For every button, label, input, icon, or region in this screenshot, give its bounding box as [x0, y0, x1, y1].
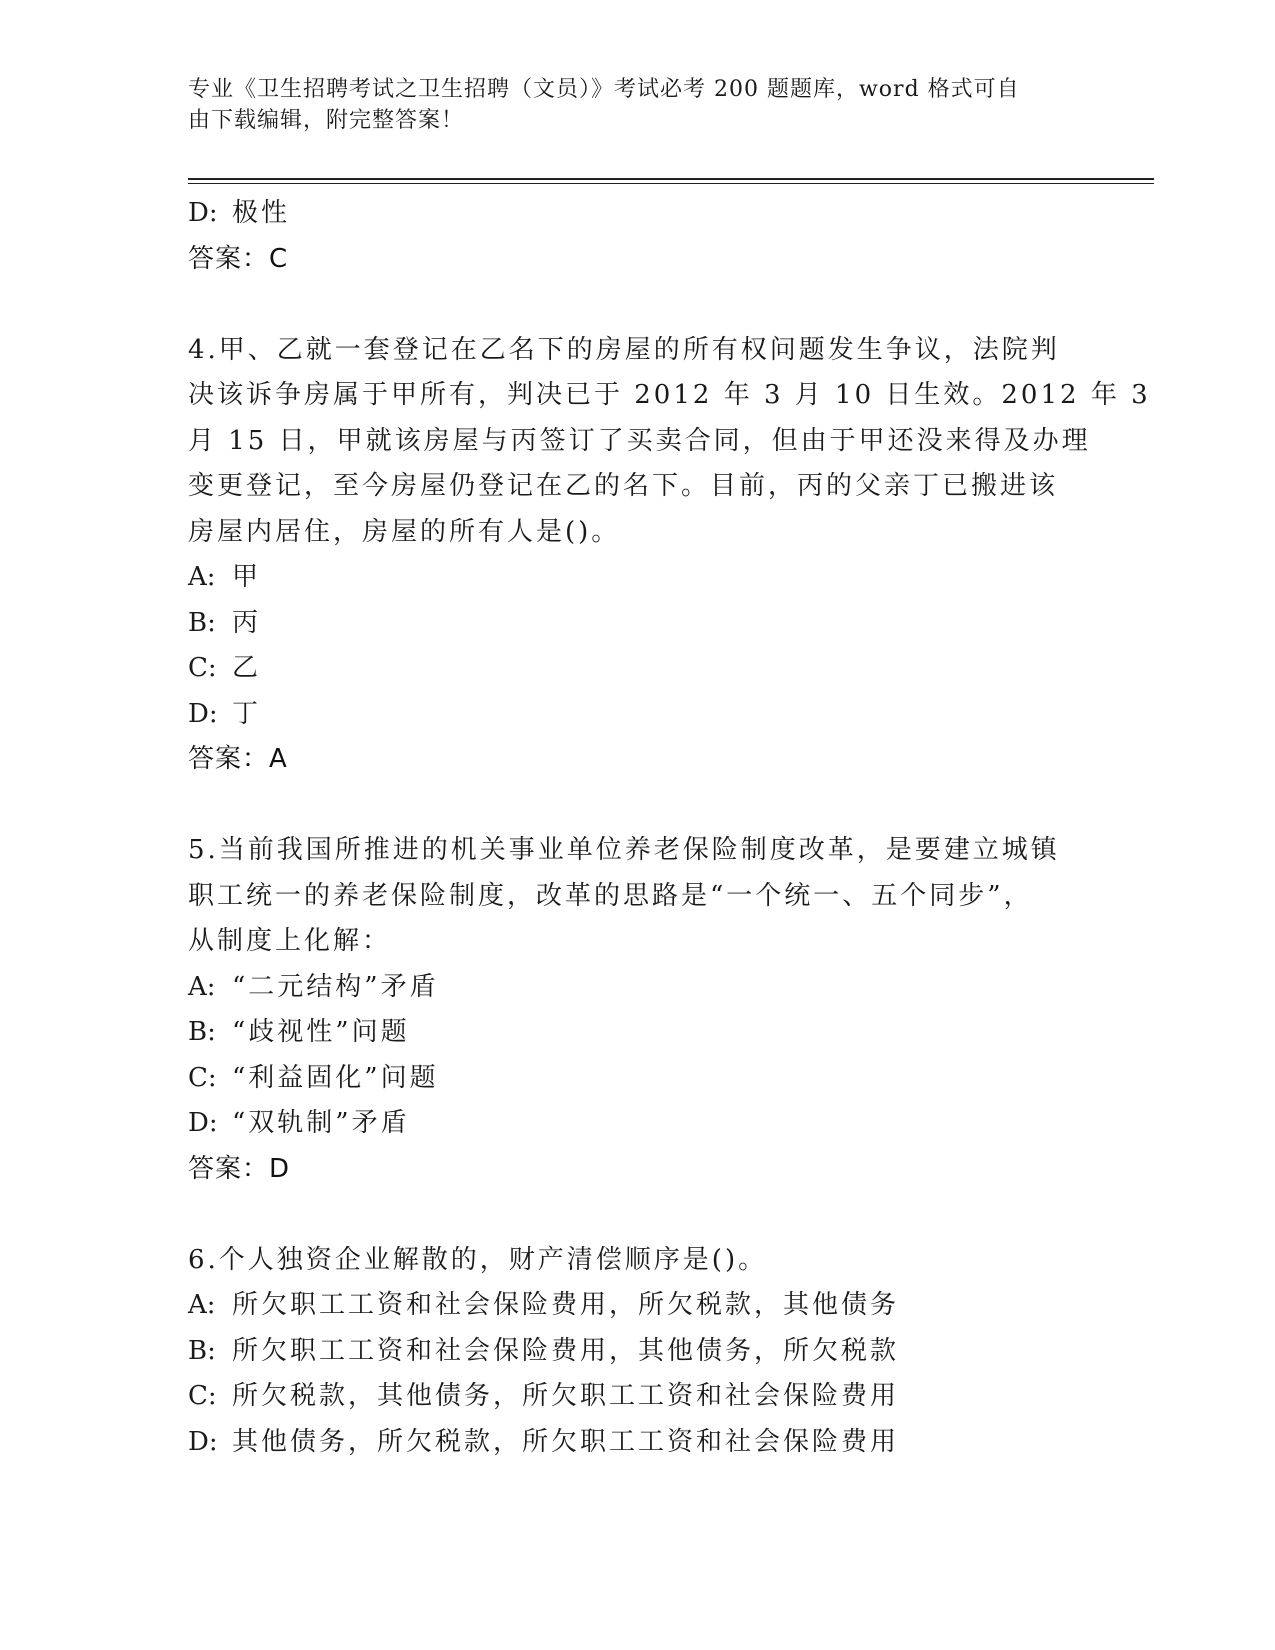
option-key: B:: [188, 1335, 216, 1366]
q6-option-b: [188, 1329, 1088, 1375]
option-key: D:: [188, 698, 218, 729]
option-text: 其他债务，所欠税款，所欠职工工资和社会保险费用: [232, 1426, 900, 1457]
q6-option-d: [188, 1420, 1088, 1466]
option-text: 所欠职工工资和社会保险费用，其他债务，所欠税款: [232, 1335, 900, 1366]
option-key: D:: [188, 1426, 218, 1457]
header-line-1: 专业《卫生招聘考试之卫生招聘（文员）》考试必考 200 题题库，word 格式可自: [188, 77, 1020, 102]
q3-option-d: [188, 191, 1088, 237]
q4-stem: [188, 328, 1151, 556]
header-line-2: 由下载编辑，附完整答案！: [188, 108, 465, 133]
option-text: 甲: [232, 562, 262, 592]
q4-stem-line: 月 15 日，甲就该房屋与丙签订了买卖合同，但由于甲还没来得及办理: [188, 425, 1091, 456]
option-text: 极性: [232, 198, 291, 228]
document-header: [188, 74, 1068, 136]
q4-option-d: [188, 692, 1088, 738]
option-text: “歧视性”问题: [232, 1017, 410, 1047]
option-text: “双轨制”矛盾: [232, 1108, 410, 1138]
q4-stem-line: 决该诉争房属于甲所有，判决已于 2012 年 3 月 10 日生效。2012 年 3: [188, 380, 1151, 410]
q4-answer: 答案：A: [188, 744, 288, 774]
q4-option-c: [188, 646, 1088, 692]
q5-stem-line: 从制度上化解：: [188, 926, 392, 956]
q4-option-a: [188, 555, 1088, 601]
option-text: 乙: [232, 653, 262, 683]
q4-option-b: [188, 601, 1088, 647]
option-key: D:: [188, 198, 218, 228]
q6-stem-line: 6.个人独资企业解散的，财产清偿顺序是()。: [188, 1244, 768, 1275]
q4-stem-line: 房屋内居住，房屋的所有人是()。: [188, 516, 621, 547]
option-key: C:: [188, 653, 217, 683]
option-key: A:: [188, 971, 216, 1002]
q5-option-c: [188, 1056, 1088, 1102]
q5-stem-line: 职工统一的养老保险制度，改革的思路是“一个统一、五个同步”，: [188, 880, 1033, 911]
q5-stem: [188, 828, 1088, 965]
option-key: C:: [188, 1062, 217, 1093]
q5-answer: 答案：D: [188, 1153, 291, 1184]
option-key: B:: [188, 1017, 216, 1047]
q6-stem: [188, 1238, 1088, 1284]
q5-option-b: [188, 1010, 1088, 1056]
option-key: D:: [188, 1108, 218, 1138]
q5-option-d: [188, 1101, 1088, 1147]
option-text: 丙: [232, 607, 262, 638]
option-text: 丁: [232, 698, 262, 729]
q4-stem-line: 变更登记，至今房屋仍登记在乙的名下。目前，丙的父亲丁已搬进该: [188, 471, 1059, 501]
option-key: A:: [188, 562, 216, 592]
header-rule-thick: [188, 178, 1154, 180]
option-text: 所欠税款，其他债务，所欠职工工资和社会保险费用: [232, 1381, 900, 1411]
q6-option-c: [188, 1374, 1088, 1420]
option-text: “二元结构”矛盾: [232, 971, 439, 1002]
q5-stem-line: 5.当前我国所推进的机关事业单位养老保险制度改革，是要建立城镇: [188, 835, 1060, 865]
q5-option-a: [188, 965, 1088, 1011]
option-key: C:: [188, 1381, 217, 1411]
option-text: “利益固化”问题: [232, 1062, 439, 1093]
q3-answer: 答案：C: [188, 243, 289, 274]
question-content: [188, 191, 1151, 1465]
header-rule-thin: [188, 183, 1154, 184]
q6-option-a: [188, 1283, 1088, 1329]
option-key: A:: [188, 1290, 216, 1320]
q4-stem-line: 4.甲、乙就一套登记在乙名下的房屋的所有权问题发生争议，法院判: [188, 334, 1060, 365]
spacer: [188, 1192, 1088, 1238]
option-text: 所欠职工工资和社会保险费用，所欠税款，其他债务: [232, 1290, 900, 1320]
option-key: B:: [188, 607, 216, 638]
spacer: [188, 282, 1088, 328]
spacer: [188, 783, 1088, 829]
